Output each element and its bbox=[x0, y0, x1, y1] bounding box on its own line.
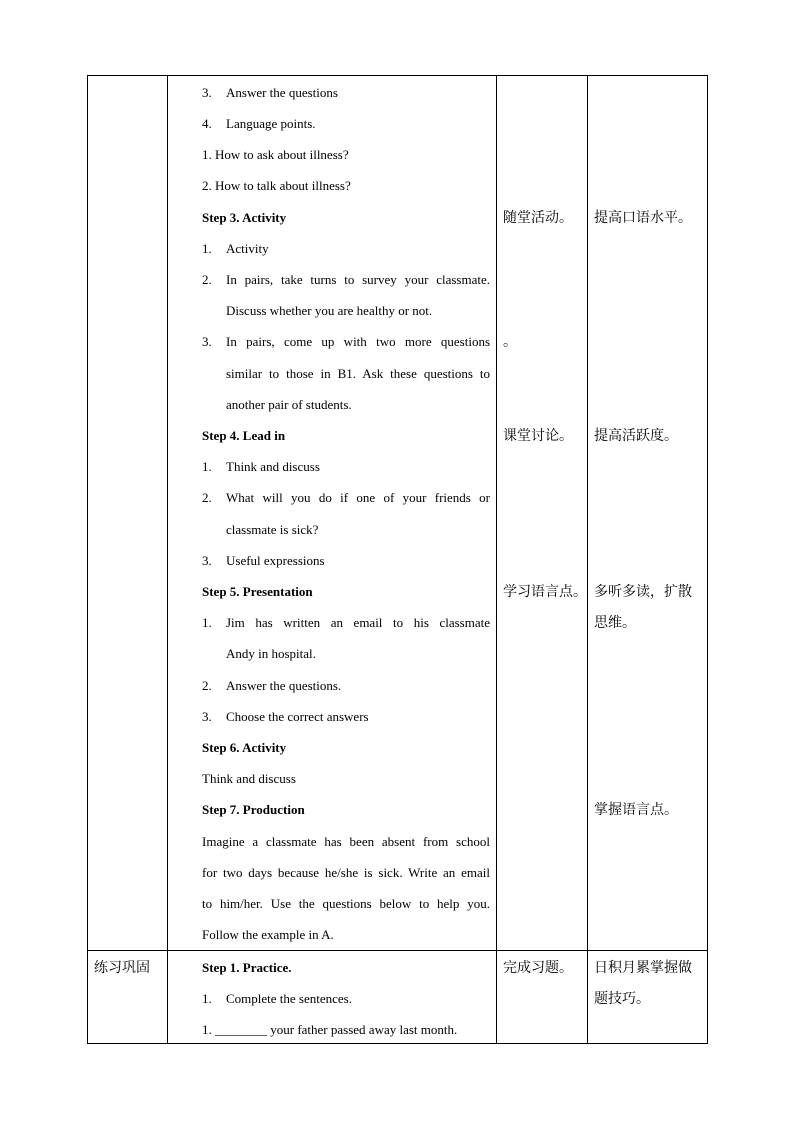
list-item: 1. Jim has written an email to his classmate bbox=[202, 615, 490, 630]
text-line: 2. How to talk about illness? bbox=[202, 178, 351, 193]
list-item: 1. Think and discuss bbox=[202, 459, 320, 474]
text-line: similar to those in B1. Ask these questions to bbox=[226, 366, 490, 381]
text-line: 1. How to ask about illness? bbox=[202, 147, 349, 162]
activity-note: 课堂讨论。 bbox=[503, 428, 573, 444]
step-heading: Step 6. Activity bbox=[202, 740, 287, 755]
table-row bbox=[88, 76, 708, 951]
text-line: Discuss whether you are healthy or not. bbox=[226, 303, 433, 318]
list-item: 2. What will you do if one of your friends or bbox=[202, 490, 490, 505]
text-line: for two days because he/she is sick. Write an email bbox=[202, 865, 490, 880]
stage-cell bbox=[88, 951, 168, 1044]
activity-note: 随堂活动。 bbox=[503, 210, 573, 226]
design-intent-cell bbox=[588, 76, 708, 951]
text-line: Follow the example in A. bbox=[202, 927, 334, 942]
activity-note: 完成习题。 bbox=[503, 960, 573, 976]
intent-note: 题技巧。 bbox=[594, 991, 650, 1007]
intent-note: 掌握语言点。 bbox=[594, 802, 678, 818]
text-line: Imagine a classmate has been absent from school bbox=[202, 834, 490, 849]
list-item: 4. Language points. bbox=[202, 116, 316, 131]
text-line: another pair of students. bbox=[226, 397, 352, 412]
list-item: 3. In pairs, come up with two more questions bbox=[202, 334, 490, 349]
table-row bbox=[88, 951, 708, 1044]
text-line: to him/her. Use the questions below to help you. bbox=[202, 896, 490, 911]
step-heading: Step 7. Production bbox=[202, 802, 305, 817]
step-heading: Step 5. Presentation bbox=[202, 584, 313, 599]
intent-note: 多听多读，扩散 bbox=[594, 584, 692, 600]
list-item: 2. Answer the questions. bbox=[202, 678, 342, 693]
teaching-content-cell bbox=[168, 76, 497, 951]
intent-note: 提高活跃度。 bbox=[594, 428, 678, 444]
text-line: Andy in hospital. bbox=[226, 646, 316, 661]
lesson-plan-table bbox=[87, 75, 708, 1044]
list-item: 3. Choose the correct answers bbox=[202, 709, 369, 724]
activity-note: 学习语言点。 bbox=[503, 584, 587, 600]
design-intent-cell bbox=[588, 951, 708, 1044]
student-activity-cell bbox=[497, 951, 588, 1044]
activity-note: 。 bbox=[503, 334, 517, 350]
list-item: 1. Activity bbox=[202, 241, 269, 256]
list-item: 2. In pairs, take turns to survey your classmate. bbox=[202, 272, 490, 287]
intent-note: 提高口语水平。 bbox=[594, 210, 692, 226]
list-item: 3. Answer the questions bbox=[202, 85, 338, 100]
text-line: classmate is sick? bbox=[226, 522, 319, 537]
step-heading: Step 3. Activity bbox=[202, 210, 287, 225]
intent-note: 日积月累掌握做 bbox=[594, 960, 692, 976]
student-activity-cell bbox=[497, 76, 588, 951]
teaching-content-cell bbox=[168, 951, 497, 1044]
text-line: Think and discuss bbox=[202, 771, 296, 786]
text-line: 1. ________ your father passed away last month. bbox=[202, 1022, 458, 1037]
list-item: 1. Complete the sentences. bbox=[202, 991, 352, 1006]
step-heading: Step 1. Practice. bbox=[202, 960, 292, 975]
stage-cell bbox=[88, 76, 168, 951]
step-heading: Step 4. Lead in bbox=[202, 428, 286, 443]
list-item: 3. Useful expressions bbox=[202, 553, 325, 568]
intent-note: 思维。 bbox=[594, 615, 636, 631]
stage-label: 练习巩固 bbox=[94, 960, 150, 976]
